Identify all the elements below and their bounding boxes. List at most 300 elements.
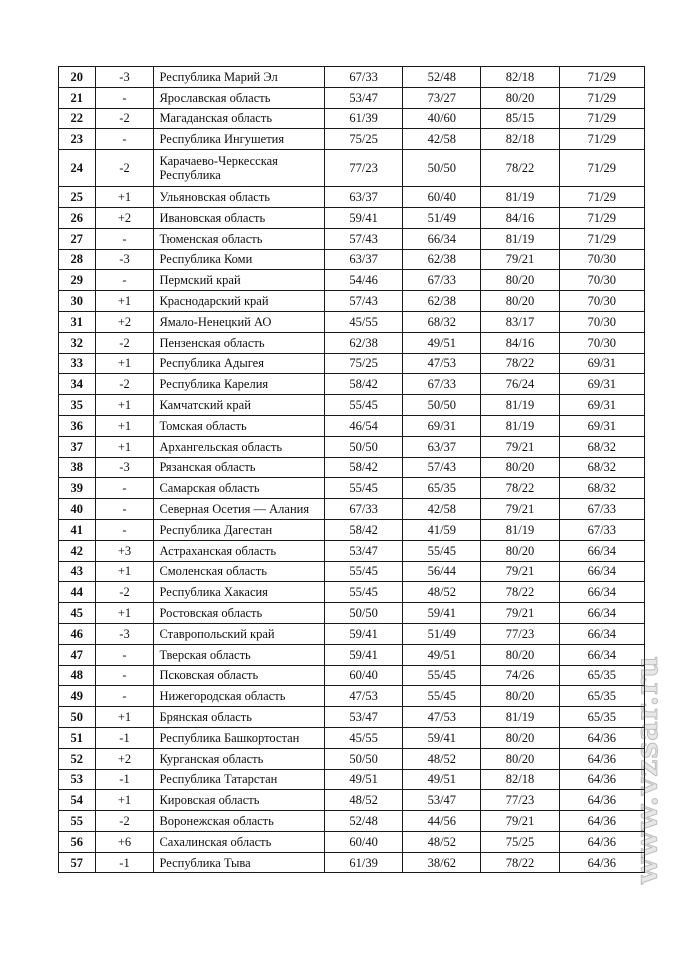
rank-change-cell: +1 <box>95 395 154 416</box>
ratio-cell-3: 78/22 <box>481 150 559 187</box>
table-row <box>59 623 645 644</box>
ratio-cell-2: 59/41 <box>403 603 481 624</box>
ratio-cell-1: 50/50 <box>325 748 403 769</box>
region-name-cell: Ставропольский край <box>154 623 325 644</box>
ratio-cell-3: 80/20 <box>481 270 559 291</box>
ratio-cell-2: 55/45 <box>403 540 481 561</box>
ratio-cell-3: 80/20 <box>481 540 559 561</box>
ratio-cell-4: 71/29 <box>559 87 644 108</box>
rank-change-cell: - <box>95 270 154 291</box>
ratio-cell-3: 80/20 <box>481 291 559 312</box>
ratio-cell-2: 59/41 <box>403 727 481 748</box>
rank-cell: 23 <box>59 129 96 150</box>
ratio-cell-1: 55/45 <box>325 561 403 582</box>
table-row <box>59 499 645 520</box>
region-name-cell: Республика Хакасия <box>154 582 325 603</box>
ratio-cell-2: 62/38 <box>403 249 481 270</box>
ratio-cell-2: 41/59 <box>403 519 481 540</box>
ratio-cell-2: 42/58 <box>403 499 481 520</box>
ratio-cell-4: 68/32 <box>559 478 644 499</box>
table-row <box>59 769 645 790</box>
rank-change-cell: - <box>95 228 154 249</box>
ratio-cell-4: 64/36 <box>559 852 644 873</box>
region-name-cell: Магаданская область <box>154 108 325 129</box>
ratio-cell-3: 76/24 <box>481 374 559 395</box>
ratio-cell-4: 70/30 <box>559 249 644 270</box>
ratio-cell-3: 80/20 <box>481 748 559 769</box>
ratio-cell-1: 52/48 <box>325 811 403 832</box>
region-name-cell: Ярославская область <box>154 87 325 108</box>
rank-change-cell: +1 <box>95 436 154 457</box>
ratio-cell-4: 70/30 <box>559 311 644 332</box>
ratio-cell-3: 82/18 <box>481 129 559 150</box>
ratio-cell-4: 69/31 <box>559 395 644 416</box>
ratio-cell-4: 68/32 <box>559 457 644 478</box>
region-name-cell: Тверская область <box>154 644 325 665</box>
ratio-cell-3: 81/19 <box>481 187 559 208</box>
ratio-cell-4: 67/33 <box>559 499 644 520</box>
ratio-cell-1: 55/45 <box>325 395 403 416</box>
ratio-cell-1: 47/53 <box>325 686 403 707</box>
region-name-cell: Воронежская область <box>154 811 325 832</box>
rank-change-cell: -1 <box>95 727 154 748</box>
table-row <box>59 187 645 208</box>
ratio-cell-1: 60/40 <box>325 831 403 852</box>
ratio-cell-4: 71/29 <box>559 67 644 88</box>
ratio-cell-4: 71/29 <box>559 150 644 187</box>
ratio-cell-4: 66/34 <box>559 603 644 624</box>
ratio-cell-1: 50/50 <box>325 436 403 457</box>
table-row <box>59 790 645 811</box>
rank-change-cell: +2 <box>95 748 154 769</box>
table-row <box>59 748 645 769</box>
ratio-cell-1: 61/39 <box>325 852 403 873</box>
table-row <box>59 129 645 150</box>
ratio-cell-3: 77/23 <box>481 790 559 811</box>
ratio-cell-4: 68/32 <box>559 436 644 457</box>
ratio-cell-4: 64/36 <box>559 769 644 790</box>
rank-change-cell: - <box>95 478 154 499</box>
region-name-cell: Республика Дагестан <box>154 519 325 540</box>
region-name-cell: Псковская область <box>154 665 325 686</box>
rank-cell: 54 <box>59 790 96 811</box>
ratio-cell-2: 66/34 <box>403 228 481 249</box>
ratio-cell-2: 60/40 <box>403 187 481 208</box>
rank-change-cell: -2 <box>95 811 154 832</box>
ratio-cell-4: 71/29 <box>559 129 644 150</box>
rank-cell: 21 <box>59 87 96 108</box>
ratio-cell-4: 71/29 <box>559 207 644 228</box>
rank-cell: 29 <box>59 270 96 291</box>
ratio-cell-2: 57/43 <box>403 457 481 478</box>
region-name-cell: Смоленская область <box>154 561 325 582</box>
table-row <box>59 395 645 416</box>
ratio-cell-2: 49/51 <box>403 332 481 353</box>
rank-change-cell: -3 <box>95 457 154 478</box>
ratio-cell-1: 55/45 <box>325 582 403 603</box>
ratio-cell-3: 80/20 <box>481 457 559 478</box>
ratio-cell-4: 67/33 <box>559 519 644 540</box>
ratio-cell-4: 64/36 <box>559 811 644 832</box>
region-name-cell: Республика Карелия <box>154 374 325 395</box>
ratio-cell-3: 81/19 <box>481 519 559 540</box>
table-row <box>59 644 645 665</box>
rank-cell: 22 <box>59 108 96 129</box>
rank-cell: 44 <box>59 582 96 603</box>
table-row <box>59 686 645 707</box>
ratio-cell-2: 52/48 <box>403 67 481 88</box>
rank-change-cell: - <box>95 519 154 540</box>
rank-change-cell: +3 <box>95 540 154 561</box>
rank-cell: 52 <box>59 748 96 769</box>
ratio-cell-1: 58/42 <box>325 457 403 478</box>
rank-cell: 25 <box>59 187 96 208</box>
region-name-cell: Камчатский край <box>154 395 325 416</box>
table-row <box>59 207 645 228</box>
ratings-table-body <box>59 67 645 873</box>
rank-cell: 55 <box>59 811 96 832</box>
rank-cell: 38 <box>59 457 96 478</box>
rank-cell: 37 <box>59 436 96 457</box>
ratio-cell-3: 81/19 <box>481 395 559 416</box>
rank-change-cell: - <box>95 644 154 665</box>
ratio-cell-2: 53/47 <box>403 790 481 811</box>
ratio-cell-2: 67/33 <box>403 270 481 291</box>
rank-cell: 30 <box>59 291 96 312</box>
ratio-cell-2: 48/52 <box>403 831 481 852</box>
rank-cell: 31 <box>59 311 96 332</box>
ratio-cell-1: 67/33 <box>325 499 403 520</box>
table-row <box>59 311 645 332</box>
ratio-cell-3: 79/21 <box>481 249 559 270</box>
region-name-cell: Республика Татарстан <box>154 769 325 790</box>
ratio-cell-1: 53/47 <box>325 87 403 108</box>
ratio-cell-3: 84/16 <box>481 207 559 228</box>
ratio-cell-1: 53/47 <box>325 540 403 561</box>
table-row <box>59 811 645 832</box>
ratio-cell-3: 85/15 <box>481 108 559 129</box>
ratio-cell-2: 42/58 <box>403 129 481 150</box>
region-name-cell: Республика Ингушетия <box>154 129 325 150</box>
table-row <box>59 270 645 291</box>
ratio-cell-2: 38/62 <box>403 852 481 873</box>
ratio-cell-1: 45/55 <box>325 311 403 332</box>
table-row <box>59 291 645 312</box>
region-name-cell: Рязанская область <box>154 457 325 478</box>
ratio-cell-1: 75/25 <box>325 129 403 150</box>
rank-cell: 28 <box>59 249 96 270</box>
region-name-cell: Ростовская область <box>154 603 325 624</box>
rank-cell: 51 <box>59 727 96 748</box>
rank-change-cell: - <box>95 686 154 707</box>
rank-change-cell: - <box>95 87 154 108</box>
rank-change-cell: +1 <box>95 415 154 436</box>
ratio-cell-3: 80/20 <box>481 644 559 665</box>
region-name-cell: Ямало-Ненецкий АО <box>154 311 325 332</box>
ratio-cell-2: 44/56 <box>403 811 481 832</box>
region-name-cell: Пермский край <box>154 270 325 291</box>
ratio-cell-4: 70/30 <box>559 291 644 312</box>
table-row <box>59 582 645 603</box>
rank-change-cell: -3 <box>95 67 154 88</box>
rank-cell: 57 <box>59 852 96 873</box>
table-row <box>59 457 645 478</box>
table-row <box>59 228 645 249</box>
rank-change-cell: -3 <box>95 249 154 270</box>
ratio-cell-4: 71/29 <box>559 108 644 129</box>
table-row <box>59 415 645 436</box>
ratio-cell-1: 53/47 <box>325 707 403 728</box>
rank-cell: 56 <box>59 831 96 852</box>
ratio-cell-3: 74/26 <box>481 665 559 686</box>
rank-change-cell: +1 <box>95 790 154 811</box>
rank-change-cell: - <box>95 499 154 520</box>
ratio-cell-1: 59/41 <box>325 644 403 665</box>
ratio-cell-4: 69/31 <box>559 415 644 436</box>
ratio-cell-3: 80/20 <box>481 727 559 748</box>
rank-cell: 48 <box>59 665 96 686</box>
ratio-cell-2: 50/50 <box>403 395 481 416</box>
ratio-cell-1: 62/38 <box>325 332 403 353</box>
ratio-cell-1: 45/55 <box>325 727 403 748</box>
region-name-cell: Республика Башкортостан <box>154 727 325 748</box>
ratio-cell-2: 62/38 <box>403 291 481 312</box>
ratio-cell-2: 47/53 <box>403 707 481 728</box>
ratio-cell-3: 80/20 <box>481 686 559 707</box>
table-row <box>59 727 645 748</box>
region-name-cell: Курганская область <box>154 748 325 769</box>
ratio-cell-4: 71/29 <box>559 228 644 249</box>
ratio-cell-4: 64/36 <box>559 790 644 811</box>
ratio-cell-1: 58/42 <box>325 374 403 395</box>
rank-change-cell: +1 <box>95 353 154 374</box>
table-row <box>59 831 645 852</box>
ratio-cell-3: 81/19 <box>481 415 559 436</box>
region-name-cell: Тюменская область <box>154 228 325 249</box>
rank-cell: 50 <box>59 707 96 728</box>
rank-cell: 27 <box>59 228 96 249</box>
region-name-cell: Архангельская область <box>154 436 325 457</box>
ratio-cell-3: 79/21 <box>481 811 559 832</box>
rank-change-cell: -2 <box>95 108 154 129</box>
rank-change-cell: -2 <box>95 374 154 395</box>
ratio-cell-3: 79/21 <box>481 603 559 624</box>
ratio-cell-4: 66/34 <box>559 644 644 665</box>
region-name-cell: Республика Коми <box>154 249 325 270</box>
ratio-cell-4: 65/35 <box>559 665 644 686</box>
ratio-cell-1: 54/46 <box>325 270 403 291</box>
rank-cell: 26 <box>59 207 96 228</box>
ratio-cell-1: 58/42 <box>325 519 403 540</box>
region-name-cell: Астраханская область <box>154 540 325 561</box>
rank-cell: 40 <box>59 499 96 520</box>
rank-cell: 33 <box>59 353 96 374</box>
rank-cell: 47 <box>59 644 96 665</box>
ratio-cell-2: 50/50 <box>403 150 481 187</box>
ratio-cell-4: 66/34 <box>559 623 644 644</box>
region-name-cell: Карачаево-Черкесская Республика <box>154 150 325 187</box>
table-row <box>59 540 645 561</box>
rank-cell: 41 <box>59 519 96 540</box>
ratio-cell-2: 47/53 <box>403 353 481 374</box>
region-name-cell: Томская область <box>154 415 325 436</box>
region-name-cell: Северная Осетия — Алания <box>154 499 325 520</box>
ratio-cell-2: 73/27 <box>403 87 481 108</box>
ratio-cell-2: 55/45 <box>403 665 481 686</box>
ratio-cell-4: 64/36 <box>559 748 644 769</box>
ratio-cell-3: 79/21 <box>481 561 559 582</box>
region-name-cell: Нижегородская область <box>154 686 325 707</box>
table-row <box>59 249 645 270</box>
rank-change-cell: -2 <box>95 332 154 353</box>
ratio-cell-3: 78/22 <box>481 478 559 499</box>
ratio-cell-4: 65/35 <box>559 686 644 707</box>
ratio-cell-4: 69/31 <box>559 353 644 374</box>
ratio-cell-4: 66/34 <box>559 582 644 603</box>
region-name-cell: Краснодарский край <box>154 291 325 312</box>
rank-cell: 49 <box>59 686 96 707</box>
ratio-cell-2: 40/60 <box>403 108 481 129</box>
ratio-cell-1: 46/54 <box>325 415 403 436</box>
table-row <box>59 353 645 374</box>
ratio-cell-2: 51/49 <box>403 623 481 644</box>
table-row <box>59 665 645 686</box>
rank-change-cell: -2 <box>95 582 154 603</box>
ratio-cell-1: 57/43 <box>325 228 403 249</box>
rank-change-cell: -1 <box>95 852 154 873</box>
ratio-cell-1: 60/40 <box>325 665 403 686</box>
ratio-cell-1: 61/39 <box>325 108 403 129</box>
ratio-cell-2: 68/32 <box>403 311 481 332</box>
rank-change-cell: +1 <box>95 707 154 728</box>
ratio-cell-1: 67/33 <box>325 67 403 88</box>
ratio-cell-2: 49/51 <box>403 644 481 665</box>
region-name-cell: Ивановская область <box>154 207 325 228</box>
region-name-cell: Республика Марий Эл <box>154 67 325 88</box>
ratio-cell-1: 55/45 <box>325 478 403 499</box>
ratio-cell-2: 55/45 <box>403 686 481 707</box>
table-row <box>59 436 645 457</box>
ratio-cell-4: 71/29 <box>559 187 644 208</box>
rank-change-cell: +1 <box>95 291 154 312</box>
ratio-cell-2: 63/37 <box>403 436 481 457</box>
rank-cell: 35 <box>59 395 96 416</box>
ratio-cell-3: 77/23 <box>481 623 559 644</box>
table-row <box>59 374 645 395</box>
rank-change-cell: -1 <box>95 769 154 790</box>
ratings-table <box>58 66 645 873</box>
ratio-cell-2: 69/31 <box>403 415 481 436</box>
region-name-cell: Ульяновская область <box>154 187 325 208</box>
rank-change-cell: - <box>95 129 154 150</box>
rank-change-cell: +1 <box>95 187 154 208</box>
ratio-cell-4: 70/30 <box>559 332 644 353</box>
ratio-cell-3: 78/22 <box>481 582 559 603</box>
ratio-cell-3: 80/20 <box>481 87 559 108</box>
rank-change-cell: +1 <box>95 603 154 624</box>
ratio-cell-3: 82/18 <box>481 769 559 790</box>
ratio-cell-2: 48/52 <box>403 582 481 603</box>
table-row <box>59 519 645 540</box>
ratio-cell-4: 70/30 <box>559 270 644 291</box>
rank-change-cell: -2 <box>95 150 154 187</box>
ratio-cell-2: 67/33 <box>403 374 481 395</box>
rank-cell: 53 <box>59 769 96 790</box>
ratio-cell-2: 49/51 <box>403 769 481 790</box>
rank-cell: 32 <box>59 332 96 353</box>
ratio-cell-3: 81/19 <box>481 707 559 728</box>
table-row <box>59 707 645 728</box>
ratio-cell-4: 66/34 <box>559 540 644 561</box>
region-name-cell: Самарская область <box>154 478 325 499</box>
ratio-cell-2: 51/49 <box>403 207 481 228</box>
region-name-cell: Кировская область <box>154 790 325 811</box>
ratio-cell-1: 50/50 <box>325 603 403 624</box>
ratio-cell-3: 84/16 <box>481 332 559 353</box>
region-name-cell: Республика Адыгея <box>154 353 325 374</box>
region-name-cell: Республика Тыва <box>154 852 325 873</box>
ratio-cell-2: 56/44 <box>403 561 481 582</box>
table-row <box>59 108 645 129</box>
rank-change-cell: +2 <box>95 311 154 332</box>
rank-cell: 43 <box>59 561 96 582</box>
ratio-cell-4: 64/36 <box>559 831 644 852</box>
table-row <box>59 478 645 499</box>
rank-change-cell: +1 <box>95 561 154 582</box>
ratio-cell-1: 59/41 <box>325 623 403 644</box>
ratio-cell-4: 66/34 <box>559 561 644 582</box>
ratio-cell-3: 82/18 <box>481 67 559 88</box>
rank-cell: 46 <box>59 623 96 644</box>
ratio-cell-1: 59/41 <box>325 207 403 228</box>
table-row <box>59 852 645 873</box>
rank-cell: 34 <box>59 374 96 395</box>
rank-cell: 24 <box>59 150 96 187</box>
rank-cell: 36 <box>59 415 96 436</box>
ratio-cell-1: 48/52 <box>325 790 403 811</box>
ratio-cell-1: 63/37 <box>325 187 403 208</box>
region-name-cell: Сахалинская область <box>154 831 325 852</box>
table-row <box>59 603 645 624</box>
region-name-cell: Брянская область <box>154 707 325 728</box>
ratio-cell-3: 81/19 <box>481 228 559 249</box>
ratio-cell-2: 65/35 <box>403 478 481 499</box>
region-name-cell: Пензенская область <box>154 332 325 353</box>
ratio-cell-3: 79/21 <box>481 436 559 457</box>
table-row <box>59 561 645 582</box>
ratio-cell-1: 49/51 <box>325 769 403 790</box>
rank-cell: 39 <box>59 478 96 499</box>
rank-cell: 45 <box>59 603 96 624</box>
ratio-cell-1: 75/25 <box>325 353 403 374</box>
rank-change-cell: -3 <box>95 623 154 644</box>
table-row <box>59 67 645 88</box>
rank-cell: 42 <box>59 540 96 561</box>
ratio-cell-3: 79/21 <box>481 499 559 520</box>
table-row <box>59 87 645 108</box>
ratio-cell-1: 77/23 <box>325 150 403 187</box>
ratio-cell-4: 64/36 <box>559 727 644 748</box>
ratio-cell-3: 75/25 <box>481 831 559 852</box>
ratio-cell-3: 78/22 <box>481 353 559 374</box>
table-row <box>59 332 645 353</box>
ratio-cell-4: 69/31 <box>559 374 644 395</box>
ratio-cell-4: 65/35 <box>559 707 644 728</box>
rank-change-cell: +6 <box>95 831 154 852</box>
table-row <box>59 150 645 187</box>
rank-cell: 20 <box>59 67 96 88</box>
ratio-cell-1: 57/43 <box>325 291 403 312</box>
